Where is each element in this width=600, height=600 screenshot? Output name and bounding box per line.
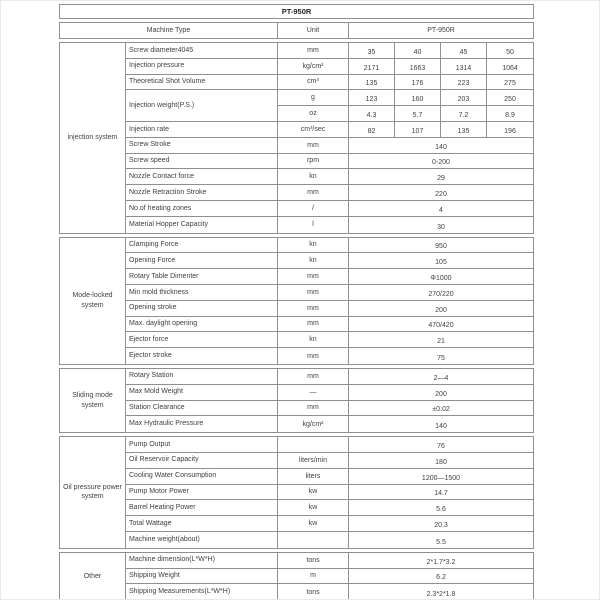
value-cell: 196 (504, 127, 516, 135)
unit-cell: oz (278, 106, 349, 121)
param-label: Opening stroke (126, 301, 278, 316)
param-label: Ejector force (126, 332, 278, 347)
table-row (126, 348, 533, 364)
unit-cell: kw (278, 500, 349, 515)
table-row (126, 201, 533, 217)
unit-cell: m (278, 569, 349, 584)
section-rows (126, 43, 533, 233)
unit-cell: / (278, 201, 349, 216)
unit-cell: g (278, 90, 349, 105)
table-row (126, 437, 533, 453)
values-grid (349, 43, 533, 58)
param-label: Total Wattage (126, 516, 278, 531)
table-row (126, 269, 533, 285)
param-label: Rotary Table Dimenter (126, 269, 278, 284)
unit-cell: tons (278, 553, 349, 568)
value-cell: 200 (435, 306, 447, 314)
value-cell: 470/420 (428, 322, 454, 330)
value-cell: 8.9 (505, 111, 515, 119)
value-cell: 20.3 (434, 521, 448, 529)
header-model: PT-950R (427, 27, 455, 34)
unit-cell: mm (278, 401, 349, 416)
value-cell: 176 (395, 75, 441, 90)
value-cell: 7.2 (441, 106, 487, 121)
param-label: Nozzle Contact force (126, 169, 278, 184)
category-label: Other (60, 553, 126, 600)
table-row (126, 122, 533, 138)
unit-cell: mm (278, 301, 349, 316)
table-row (126, 253, 533, 269)
value-cell: 220 (435, 190, 447, 198)
value-cell: 2171 (349, 59, 395, 74)
unit-cell: mm (278, 138, 349, 153)
table-row (126, 238, 533, 254)
value-cell: 45 (441, 43, 487, 58)
category-label: injection system (60, 43, 126, 233)
param-label: Station Clearance (126, 401, 278, 416)
table-row (126, 217, 533, 233)
category-label: Sliding mode system (60, 369, 126, 432)
param-label: Shipping Measurements(L*W*H) (126, 584, 278, 600)
param-label: Min mold thickness (126, 285, 278, 300)
param-label: Pump Output (126, 437, 278, 452)
values-grid (349, 75, 533, 90)
sub-row (278, 90, 533, 106)
header-unit: Unit (278, 23, 349, 38)
value-cell: 160 (395, 90, 441, 105)
param-label: Max. daylight opening (126, 317, 278, 332)
value-cell: 1314 (441, 59, 487, 74)
value-cell: 5.7 (395, 106, 441, 121)
unit-cell: kw (278, 485, 349, 500)
value-cell: Φ1000 (430, 274, 452, 282)
table-row (126, 569, 533, 585)
param-label: Injection rate (126, 122, 278, 137)
param-label: Nozzle Retraction Stroke (126, 185, 278, 200)
section-rows (126, 437, 533, 548)
table-row (126, 59, 533, 75)
value-cell: 50 (506, 48, 514, 56)
spec-table (59, 4, 534, 600)
param-label: Ejector stroke (126, 348, 278, 364)
category-label: Mode-locked system (60, 238, 126, 364)
param-label: Clamping Force (126, 238, 278, 253)
unit-cell: kg/cm² (278, 416, 349, 432)
spec-sections (59, 42, 534, 600)
section-rows (126, 553, 533, 600)
table-row (126, 43, 533, 59)
spec-section (59, 42, 534, 234)
unit-cell: mm (278, 348, 349, 364)
unit-cell: kn (278, 238, 349, 253)
value-cell: 1064 (502, 64, 518, 72)
value-cell: 35 (349, 43, 395, 58)
value-cell: 135 (349, 75, 395, 90)
table-row (126, 332, 533, 348)
value-cell: 135 (441, 122, 487, 137)
param-label: Pump Motor Power (126, 485, 278, 500)
param-label: Screw Stroke (126, 138, 278, 153)
value-cell: ±0.02 (432, 406, 450, 414)
table-row (126, 169, 533, 185)
unit-cell (278, 437, 349, 452)
unit-cell (278, 532, 349, 548)
value-cell: 5.6 (436, 506, 446, 514)
sub-row-stack (278, 90, 533, 121)
unit-cell: kw (278, 516, 349, 531)
value-cell: 4.3 (349, 106, 395, 121)
value-cell: 40 (395, 43, 441, 58)
value-cell: 270/220 (428, 290, 454, 298)
value-cell: 21 (437, 338, 445, 346)
unit-cell: cm³/sec (278, 122, 349, 137)
values-grid (349, 59, 533, 74)
spec-section (59, 368, 534, 433)
value-cell: 180 (435, 458, 447, 466)
table-row (126, 385, 533, 401)
spec-section (59, 436, 534, 549)
value-cell: 200 (435, 390, 447, 398)
table-row (126, 185, 533, 201)
param-label: Injection pressure (126, 59, 278, 74)
value-cell: 5.5 (436, 538, 446, 546)
table-row (126, 416, 533, 432)
table-row (126, 584, 533, 600)
value-cell: 82 (349, 122, 395, 137)
value-cell: 2.3*2*1.8 (426, 591, 456, 599)
value-cell: 6.2 (436, 574, 446, 582)
unit-cell: kg/cm² (278, 59, 349, 74)
value-cell: 14.7 (434, 490, 448, 498)
unit-cell: mm (278, 269, 349, 284)
section-rows (126, 369, 533, 432)
param-label: No.of heating zones (126, 201, 278, 216)
param-label: Barrel Heating Power (126, 500, 278, 515)
value-cell: 2*1.7*3.2 (426, 558, 456, 566)
param-label: Machine dimension(L*W*H) (126, 553, 278, 568)
table-row (126, 532, 533, 548)
header-machine-type: Machine Type (60, 23, 278, 38)
param-label: Shipping Weight (126, 569, 278, 584)
param-label: Screw diameter4045 (126, 43, 278, 58)
table-row (126, 500, 533, 516)
sub-row (278, 106, 533, 121)
unit-cell: mm (278, 317, 349, 332)
value-cell: 29 (437, 175, 445, 183)
table-row (126, 90, 533, 122)
param-label: Machine weight(about) (126, 532, 278, 548)
table-row (126, 369, 533, 385)
value-cell: 75 (437, 354, 445, 362)
table-row (126, 485, 533, 501)
table-row (126, 516, 533, 532)
table-row (126, 285, 533, 301)
spec-section (59, 237, 534, 365)
value-cell: 105 (435, 259, 447, 267)
param-label: Oil Reservoir Capacity (126, 453, 278, 468)
table-row (126, 453, 533, 469)
unit-cell: tons (278, 584, 349, 600)
table-row (126, 301, 533, 317)
section-rows (126, 238, 533, 364)
value-cell: 2—4 (433, 374, 449, 382)
value-cell: 1200—1500 (421, 474, 461, 482)
value-cell: 950 (435, 243, 447, 251)
table-row (126, 138, 533, 154)
value-cell: 107 (395, 122, 441, 137)
table-row (126, 469, 533, 485)
unit-cell: l (278, 217, 349, 233)
values-grid (349, 90, 533, 105)
value-cell: 140 (435, 143, 447, 151)
value-cell: 4 (439, 206, 443, 214)
unit-cell: — (278, 385, 349, 400)
value-cell: 250 (504, 96, 516, 104)
unit-cell: mm (278, 43, 349, 58)
param-label: Opening Force (126, 253, 278, 268)
table-row (126, 154, 533, 170)
spec-section (59, 552, 534, 600)
value-cell: 140 (435, 423, 447, 431)
value-cell: 30 (437, 223, 445, 231)
unit-cell: kn (278, 169, 349, 184)
table-row (126, 317, 533, 333)
table-row (126, 75, 533, 91)
value-cell: 203 (441, 90, 487, 105)
unit-cell: kn (278, 253, 349, 268)
table-header-row (59, 22, 534, 39)
param-label: Screw speed (126, 154, 278, 169)
table-row (126, 401, 533, 417)
unit-cell: mm (278, 285, 349, 300)
unit-cell: liters/min (278, 453, 349, 468)
value-cell: 223 (441, 75, 487, 90)
param-label: Cooling Water Consumption (126, 469, 278, 484)
param-label: Material Hopper Capacity (126, 217, 278, 233)
value-cell: 0-200 (432, 159, 450, 167)
unit-cell: mm (278, 185, 349, 200)
value-cell: 1663 (395, 59, 441, 74)
values-grid (349, 106, 533, 121)
param-label: Injection weight(P.S.) (126, 90, 278, 121)
param-label: Max Mold Weight (126, 385, 278, 400)
category-label: Oil pressure power system (60, 437, 126, 548)
param-label: Rotary Station (126, 369, 278, 384)
page-title: PT-950R (59, 4, 534, 19)
unit-cell: liters (278, 469, 349, 484)
table-row (126, 553, 533, 569)
values-grid (349, 122, 533, 137)
value-cell: 123 (349, 90, 395, 105)
value-cell: 76 (437, 442, 445, 450)
unit-cell: kn (278, 332, 349, 347)
value-cell: 275 (504, 80, 516, 88)
unit-cell: rpm (278, 154, 349, 169)
param-label: Max Hydraulic Pressure (126, 416, 278, 432)
unit-cell: cm³ (278, 75, 349, 90)
param-label: Theoretical Shot Volume (126, 75, 278, 90)
unit-cell: mm (278, 369, 349, 384)
